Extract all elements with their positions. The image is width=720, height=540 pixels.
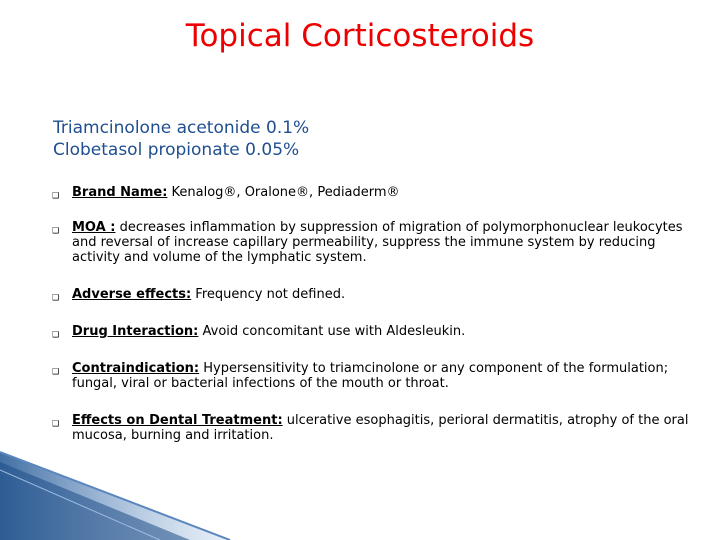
- bullet-text: Frequency not defined.: [191, 287, 346, 302]
- bullet-text: ulcerative esophagitis, perioral dermatitis, atrophy of the oral mucosa, burning and irritation.: [72, 413, 689, 443]
- bullet-term: Drug Interaction:: [72, 324, 199, 339]
- bullet-text: Avoid concomitant use with Aldesleukin.: [198, 324, 466, 339]
- box-arrow-bullet-icon: ❑: [52, 191, 60, 200]
- bullet-text: decreases inflammation by suppression of migration of polymorphonuclear leukocytes and reversal of increase capillary permeability, suppress the immune system by reducing activity and volume of the lymphatic system.: [72, 220, 683, 265]
- bullet-text: Kenalog®, Oralone®, Pediaderm®: [167, 185, 400, 200]
- box-arrow-bullet-icon: ❑: [52, 293, 60, 302]
- bullet-contraindication: [52, 361, 692, 391]
- bullet-term: Adverse effects:: [72, 287, 192, 302]
- bullet-adverse-effects: [52, 287, 692, 302]
- corner-decoration: [0, 440, 720, 540]
- bullet-moa: [52, 220, 692, 265]
- drug-name-2: Clobetasol propionate 0.05%: [53, 140, 300, 160]
- bullet-brand-name: [52, 185, 692, 200]
- box-arrow-bullet-icon: ❑: [52, 330, 60, 339]
- bullet-term: MOA :: [72, 220, 116, 235]
- slide-title: Topical Corticosteroids: [185, 18, 535, 54]
- box-arrow-bullet-icon: ❑: [52, 419, 60, 428]
- bullet-term: Brand Name:: [72, 185, 168, 200]
- bullet-term: Contraindication:: [72, 361, 200, 376]
- bullet-drug-interaction: [52, 324, 692, 339]
- bullet-text: Hypersensitivity to triamcinolone or any component of the formulation; fungal, viral or bacterial infections of the mouth or throat.: [72, 361, 669, 391]
- bullet-list: [52, 185, 692, 443]
- box-arrow-bullet-icon: ❑: [52, 367, 60, 376]
- drug-name-1: Triamcinolone acetonide 0.1%: [53, 118, 310, 138]
- bullet-dental-effects: [52, 413, 692, 443]
- drug-list: [53, 117, 309, 161]
- box-arrow-bullet-icon: ❑: [52, 226, 60, 235]
- bullet-term: Effects on Dental Treatment:: [72, 413, 283, 428]
